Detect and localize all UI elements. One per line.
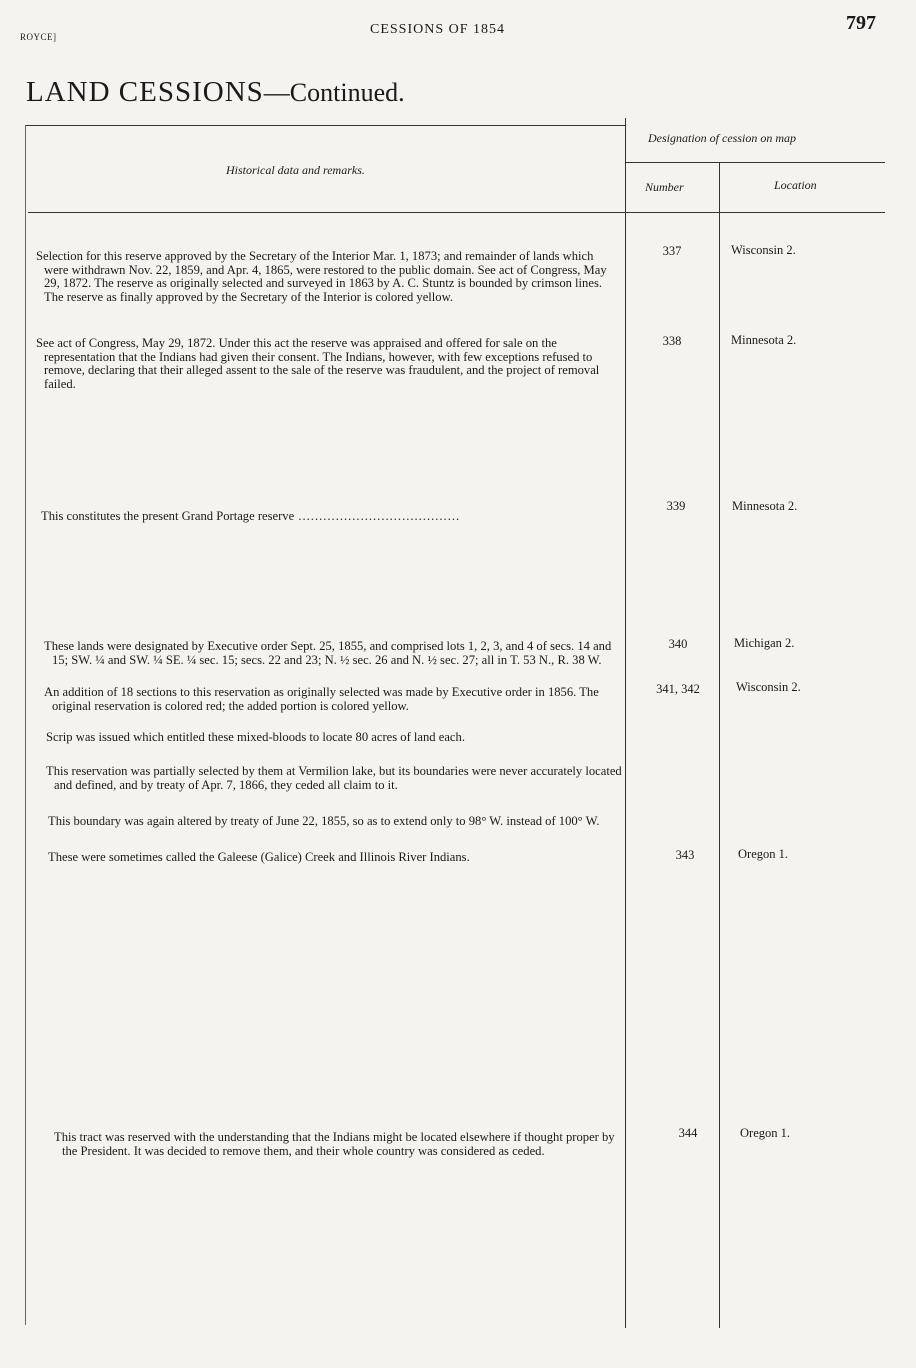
table-row-remarks: An addition of 18 sections to this reservation as originally selected was made by Executive order in 1856. The original reservation is colored red; the added portion is colored yellow. [44,685,599,713]
table-left-rule [25,125,26,1325]
table-row-location: Oregon 1. [740,1126,790,1140]
table-row-remarks: This constitutes the present Grand Portage reserve ..... [41,510,625,524]
table-row-number: 343 [675,848,695,862]
header-designation: Designation of cession on map [648,131,796,145]
table-row-number: 344 [678,1126,698,1140]
table-top-rule [25,125,625,126]
table-row-remarks: This reservation was partially selected by them at Vermilion lake, but its boundaries were never accurately located and defined, and by treaty of Apr. 7, 1866, they ceded all claim to it. [46,764,622,792]
table-row-location: Wisconsin 2. [736,680,801,694]
page-number: 797 [846,12,876,34]
header-bottom-rule [28,212,885,213]
table-row-number: 338 [662,334,682,348]
running-head-left: ROYCE] [20,32,57,42]
table-row-number: 340 [668,637,688,651]
table-row-remarks: This tract was reserved with the understanding that the Indians might be located elsewhere if thought proper by the President. It was decided to remove them, and their whole country was considered as ceded. [54,1130,615,1158]
table-row-remarks: These lands were designated by Executive order Sept. 25, 1855, and comprised lots 1, 2, 3, and 4 of secs. 14 and 15; SW. ¼ and SW. ¼ SE. ¼ sec. 15; secs. 22 and 23; N. ½ sec. 26 and N. ½ sec. 27; all in T. 53 N., R. 38 W. [44,639,612,667]
table-row-remarks: These were sometimes called the Galeese (Galice) Creek and Illinois River Indians. [48,850,470,864]
table-row-number: 339 [666,499,686,513]
header-number: Number [645,180,684,194]
header-remarks: Historical data and remarks. [226,163,365,177]
table-row-number: 337 [662,244,682,258]
table-row-remarks: Selection for this reserve approved by the Secretary of the Interior Mar. 1, 1873; and remainder of lands which were withdrawn Nov. 22, 1859, and Apr. 4, 1865, were restored to the public domain. See act of Congress, May 29, 1872. The reserve as originally selected and surveyed in 1863 by A. C. Stuntz is bounded by crimson lines. The reserve as finally approved by the Secretary of the Interior is colored yellow. [36,249,607,304]
designation-rule [625,162,885,163]
table-row-location: Minnesota 2. [731,333,797,347]
table-row-remarks: This boundary was again altered by treaty of June 22, 1855, so as to extend only to 98° W. instead of 100° W. [48,814,600,828]
table-row-location: Oregon 1. [738,847,788,861]
column-divider-number [719,162,720,1328]
header-location: Location [774,178,817,192]
section-title-main: LAND CESSIONS [26,76,264,108]
section-title-continued: —Continued. [263,78,405,107]
section-title [26,76,405,109]
table-row-remarks: See act of Congress, May 29, 1872. Under this act the reserve was appraised and offered for sale on the representation that the Indians had given their consent. The Indians, however, with few exceptions refused to remove, declaring that their alleged assent to the sale of the reserve was fraudulent, and the project of removal failed. [36,336,600,391]
table-row-location: Minnesota 2. [732,499,798,513]
table-row-location: Michigan 2. [734,636,795,650]
table-row-remarks: Scrip was issued which entitled these mixed-bloods to locate 80 acres of land each. [46,730,465,744]
running-head-title: CESSIONS OF 1854 [370,22,506,37]
table-row-number: 341, 342 [656,682,700,696]
table-row-location: Wisconsin 2. [731,243,796,257]
